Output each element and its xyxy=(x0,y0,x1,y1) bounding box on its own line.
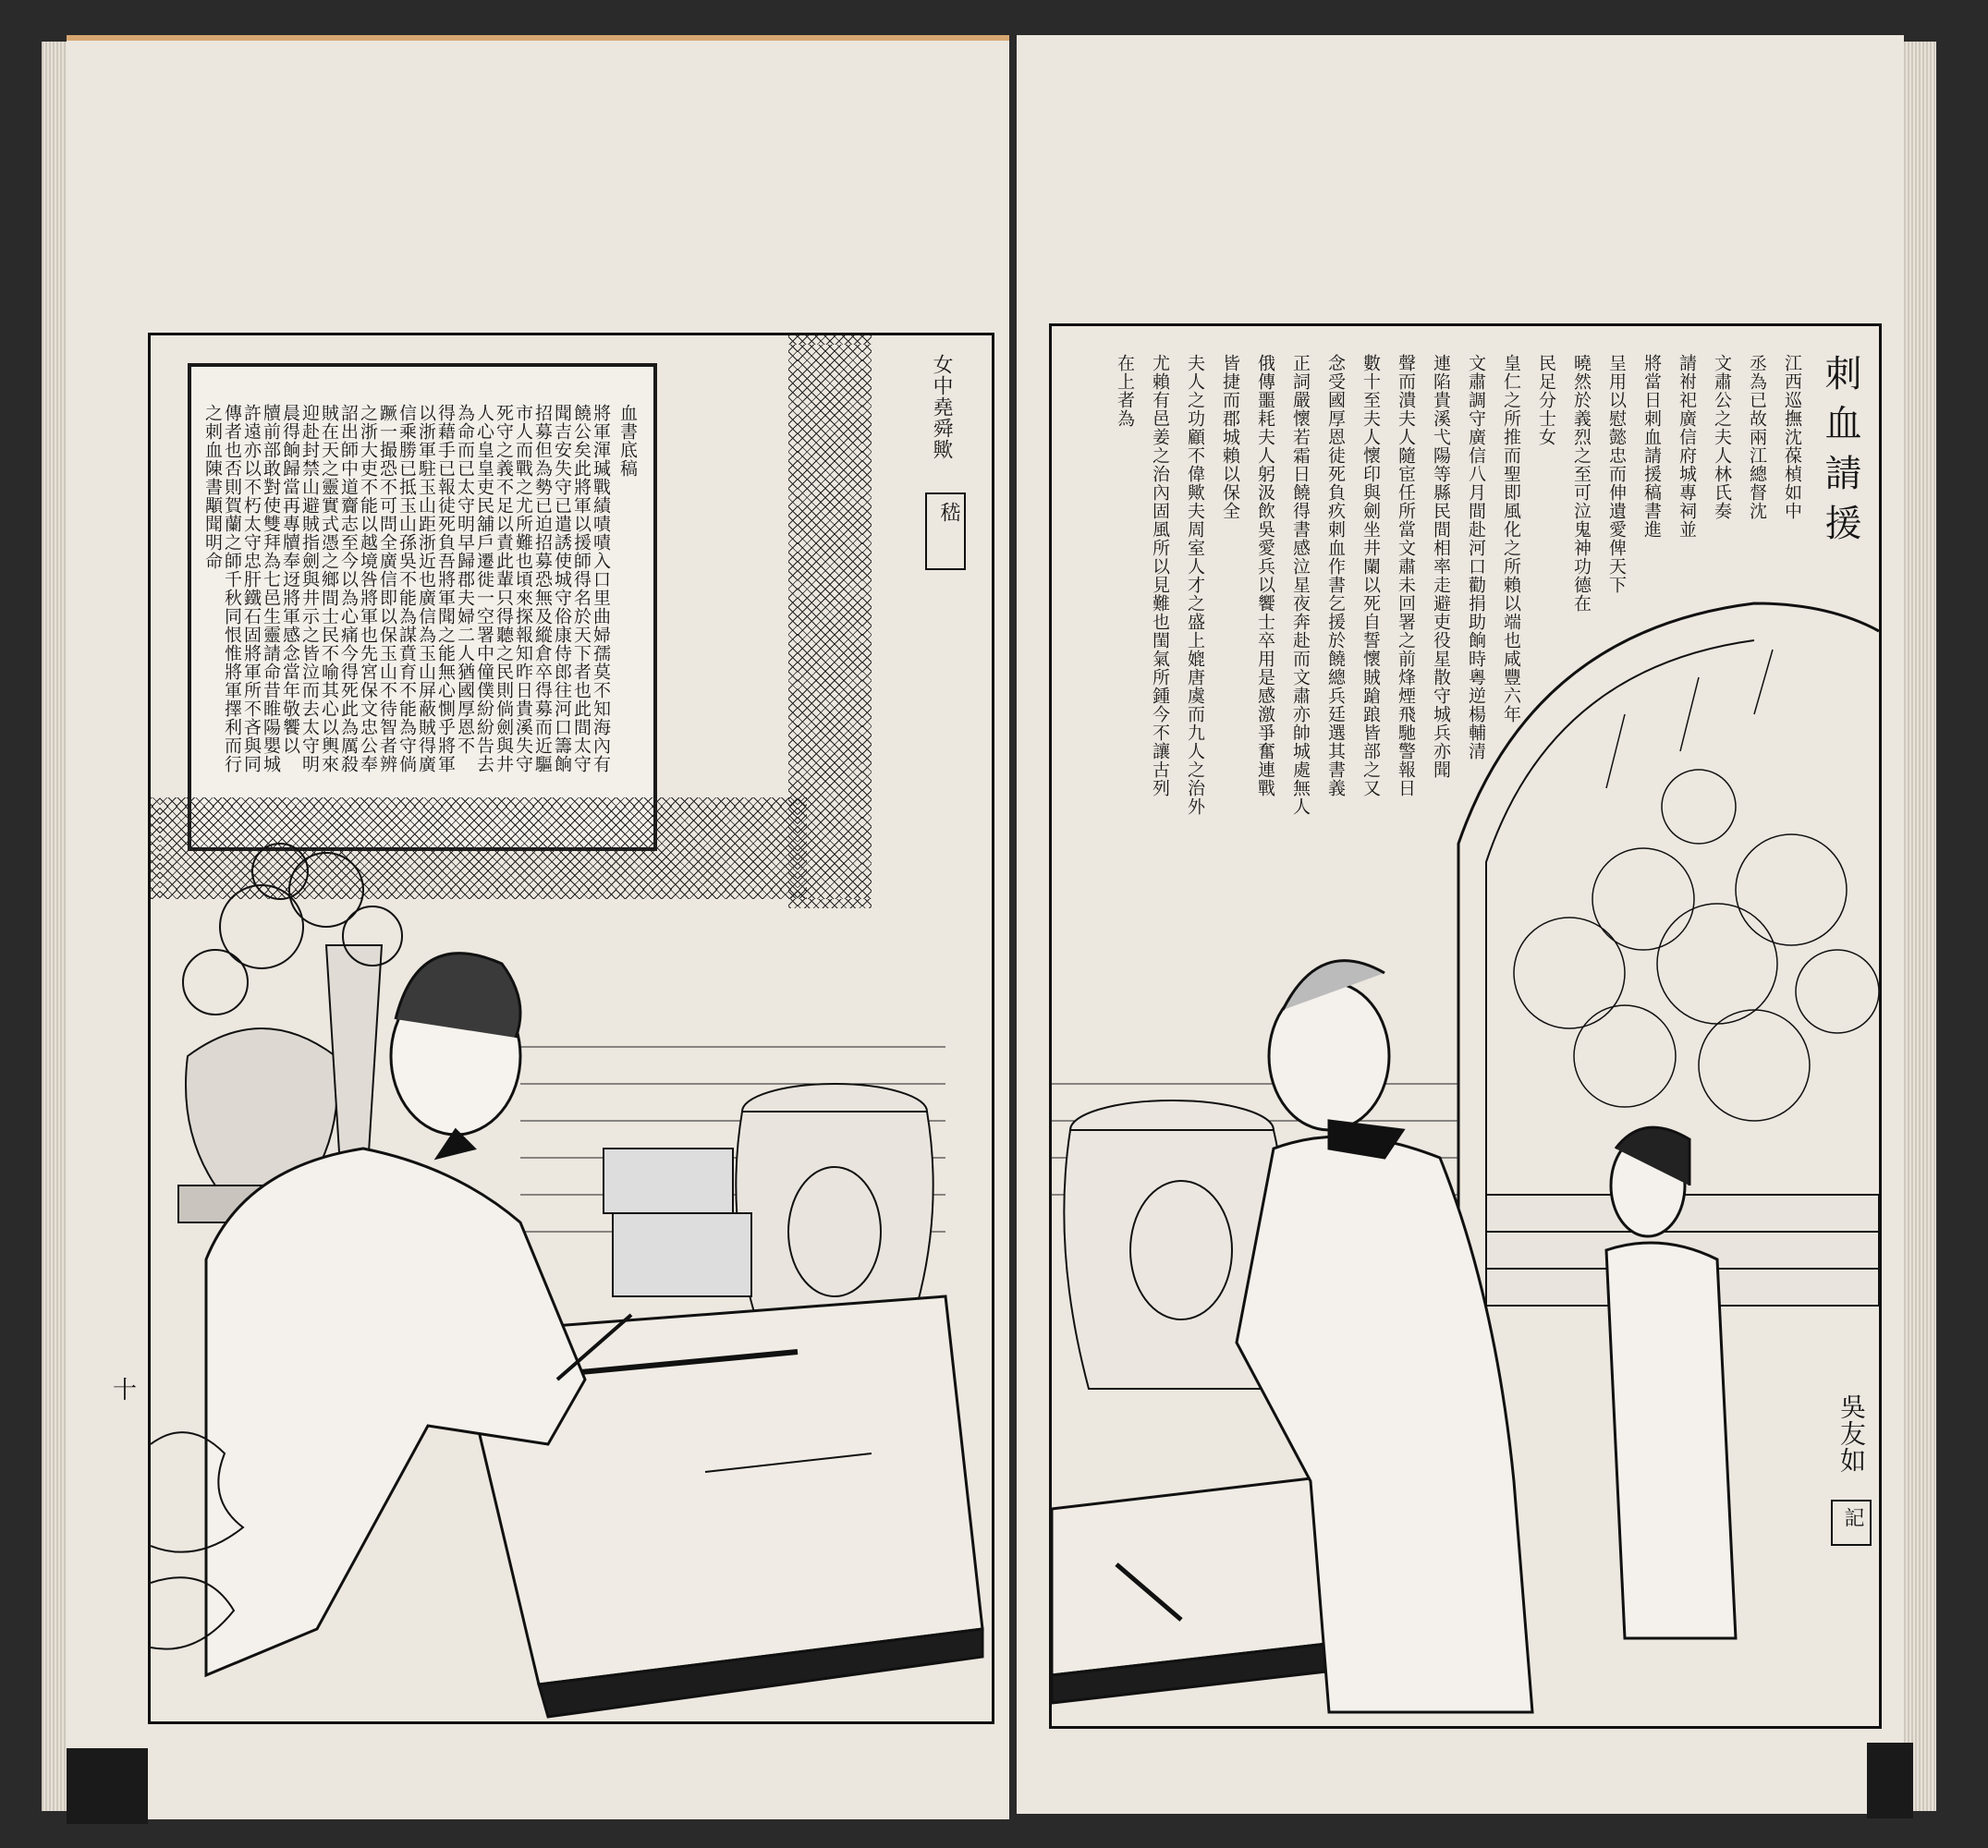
text-column: 丞為已故兩江總督沈 xyxy=(1747,354,1767,520)
text-column: 市人而戰之尤所難也頃來探報知昨日貴溪失守 xyxy=(513,404,533,773)
text-column: 文肅公之夫人林氏奏 xyxy=(1712,354,1732,520)
text-column: 江西巡撫沈葆楨如中 xyxy=(1782,354,1802,520)
text-column: 皆捷而郡城賴以保全 xyxy=(1220,354,1240,520)
text-column: 招募但為勢已迫招募恐無及縱倉卒得募而近驅 xyxy=(532,404,553,773)
text-column: 請祔祀廣信府城專祠並 xyxy=(1677,354,1697,539)
left-illustration-frame xyxy=(148,333,994,1724)
text-column: 迎赴封禁山避賊指劍與井示之皆泣而去太守明 xyxy=(299,404,320,773)
text-column: 民足分士女 xyxy=(1536,354,1556,446)
text-column: 呈用以慰懿忠而伸遺愛俾天下 xyxy=(1606,354,1627,594)
text-column: 饒公矣此將軍以援師得名於天下者也此間太守 xyxy=(571,404,592,773)
text-column: 蹶一撮恐不可問全廣信即以保玉山不待智者辨 xyxy=(377,404,397,773)
text-column: 聲而潰夫人隨宦任所當文肅未回署之前烽煙飛馳警報日 xyxy=(1396,354,1416,797)
document-boxes xyxy=(604,1149,751,1296)
text-column: 聞吉安失守已遣誘使城守俗康侍郎往河口籌餉 xyxy=(552,404,572,773)
right-body-text xyxy=(1079,354,1800,871)
text-column: 數十至夫人懷印與劍坐井闌以死自誓懷賊蹌踉皆部之又 xyxy=(1360,354,1381,797)
artist-signature: 吳友如 xyxy=(1836,1393,1867,1474)
cartouche-seal-text: 嵇 xyxy=(937,502,960,523)
text-column: 之刺血陳書顒聞明命 xyxy=(202,404,223,570)
right-illustration-frame xyxy=(1049,323,1882,1729)
page-number: 十 xyxy=(113,1377,138,1404)
text-column: 以浙軍駐玉山距浙近也廣信為玉山屏蔽賊得廣 xyxy=(416,404,436,773)
text-column: 在上者為 xyxy=(1115,354,1135,428)
left-page-edges xyxy=(42,42,67,1811)
text-column: 曉然於義烈之至可泣鬼神功德在 xyxy=(1571,354,1592,613)
right-page-edges xyxy=(1904,42,1936,1811)
artist-seal xyxy=(1831,1500,1872,1546)
text-column: 傳者也否則賀蘭之師千秋同恨惟將軍擇利而行 xyxy=(222,404,242,773)
porcelain-stool xyxy=(736,1084,933,1333)
text-column: 晨得餉歸當再專牘奉迓將軍感念當年敬饗以 xyxy=(280,404,300,755)
text-column: 賊在天之靈實式憑之鄉間士民不喻其心以輿來 xyxy=(319,404,339,773)
text-column: 連陷貴溪弋陽等縣民間相率走避吏役星散守城兵亦聞 xyxy=(1431,354,1451,779)
text-column: 將當日刺血請援稿書進 xyxy=(1641,354,1662,539)
text-column: 夫人之功顧不偉歟夫周室人才之盛上媲唐虞而九人之治外 xyxy=(1185,354,1205,816)
text-column: 之浙大吏不能以越境咎將軍也先宮保文忠公奉 xyxy=(358,404,378,773)
cartouche-text: 女中堯舜歟 xyxy=(930,354,953,460)
text-column: 正詞嚴懷若霜日饒得書感泣星夜奔赴而文肅亦帥城處無人 xyxy=(1290,354,1311,816)
text-column: 信乘勝已抵玉山孫吳不能為謀賁育不能為守倘 xyxy=(396,404,417,773)
text-column: 念受國厚恩徒死負疚刺血作書乞援於饒總兵廷選其書義 xyxy=(1325,354,1346,797)
text-column: 詔出師中道齎志至今以為心痛今得死此為厲殺 xyxy=(338,404,359,773)
page-title: 刺血請援 xyxy=(1819,354,1861,553)
text-column: 死守之義不足以責此輩只得聽之民則倘劍與井 xyxy=(494,404,514,773)
text-column: 人心皇皇吏民舖戶遷徙一空署中僮僕紛紛告去 xyxy=(474,404,494,773)
text-column: 牘前部敢對使雙拜為七邑生靈請命昔睢陽嬰城 xyxy=(261,404,281,773)
text-column: 尤賴有邑姜之治內固風所以見難也閨氣所鍾今不讓古列 xyxy=(1150,354,1170,797)
text-column: 為命而已太守明早歸郡夫婦二人猶國厚恩不 xyxy=(455,404,475,755)
left-binding-band xyxy=(67,1748,148,1824)
text-column: 將軍渾瑊戰績嘖嘖入口里曲婦孺莫不知海內有 xyxy=(591,404,611,773)
text-column: 文肅調守廣信八月間赴河口勸捐助餉時粵逆楊輔清 xyxy=(1466,354,1486,760)
inscription-title: 血書底稿 xyxy=(617,404,638,478)
left-illustration xyxy=(151,335,992,1721)
artist-seal-text: 記 xyxy=(1841,1507,1864,1528)
text-column: 俄傳噩耗夫人躬汲飲吳愛兵以饗士卒用是感激爭奮連戰 xyxy=(1255,354,1275,797)
text-column: 皇仁之所推而聖即風化之所賴以端也咸豐六年 xyxy=(1501,354,1521,723)
text-column: 許遠亦以不朽太守忠肝鐵石固將軍所不吝與同 xyxy=(241,404,262,773)
right-binding-band xyxy=(1867,1743,1913,1818)
text-column: 得藉手已報徒死負吾將軍聞之能無心惻乎將軍 xyxy=(435,404,456,773)
